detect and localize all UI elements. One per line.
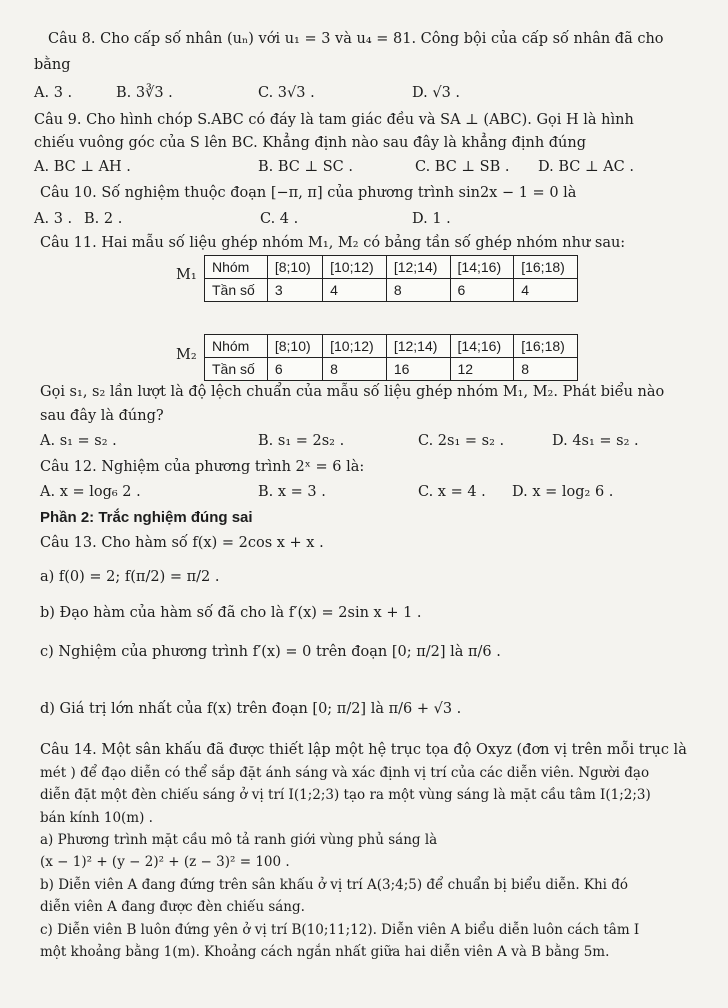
table1-header-cell: [12;14) <box>386 256 450 279</box>
table1-header-cell: Nhóm <box>205 256 268 279</box>
q14-stem-line4: bán kính 10(m) . <box>40 810 153 826</box>
q11-option-b: B. s₁ = 2s₂ . <box>258 433 345 449</box>
q9-option-c: C. BC ⊥ SB . <box>415 159 510 175</box>
q14-statement-c-line2: một khoảng bằng 1(m). Khoảng cách ngắn nhất giữa hai diễn viên A và B bằng 5m. <box>40 944 610 960</box>
table2-label: M₂ <box>176 347 197 363</box>
table1-header-cell: [10;12) <box>323 256 387 279</box>
q13-statement-b: b) Đạo hàm của hàm số đã cho là f′(x) = 2sin x + 1 . <box>40 605 422 621</box>
q11-stem: Câu 11. Hai mẫu số liệu ghép nhóm M₁, M₂ có bảng tần số ghép nhóm như sau: <box>40 235 626 251</box>
q14-stem-line1: Câu 14. Một sân khấu đã được thiết lập một hệ trục tọa độ Oxyz (đơn vị trên mỗi trục là <box>40 742 687 758</box>
q14-statement-a-line2: (x − 1)² + (y − 2)² + (z − 3)² = 100 . <box>40 854 290 870</box>
table2-header-cell: [16;18) <box>514 335 578 358</box>
table2-cell: 8 <box>514 358 578 381</box>
table1-cell: 8 <box>386 279 450 302</box>
q14-stem-line2: mét ) để đạo diễn có thể sắp đặt ánh sáng và xác định vị trí của các diễn viên. Người đạo <box>40 765 650 781</box>
q12-option-d: D. x = log₂ 6 . <box>512 484 614 500</box>
q12-option-c: C. x = 4 . <box>418 484 486 500</box>
table1-header-cell: [16;18) <box>514 256 578 279</box>
table2-frequency-row <box>205 358 578 381</box>
q9-option-a: A. BC ⊥ AH . <box>34 159 131 175</box>
table2-header-cell: Nhóm <box>205 335 268 358</box>
table1-header-row <box>205 256 578 279</box>
table1-cell: 4 <box>323 279 387 302</box>
q10-option-c: C. 4 . <box>260 211 299 227</box>
table2-cell: 6 <box>267 358 322 381</box>
q9-option-b: B. BC ⊥ SC . <box>258 159 353 175</box>
table2-cell: 8 <box>323 358 387 381</box>
table1-cell: 4 <box>514 279 578 302</box>
q11-option-c: C. 2s₁ = s₂ . <box>418 433 505 449</box>
q11-question-line1: Gọi s₁, s₂ lần lượt là độ lệch chuẩn của mẫu số liệu ghép nhóm M₁, M₂. Phát biểu nào <box>40 384 665 400</box>
table2-header-cell: [10;12) <box>323 335 387 358</box>
q14-statement-b-line2: diễn viên A đang được đèn chiếu sáng. <box>40 899 305 915</box>
part2-heading: Phần 2: Trắc nghiệm đúng sai <box>40 509 253 526</box>
q10-stem: Câu 10. Số nghiệm thuộc đoạn [−π, π] của phương trình sin2x − 1 = 0 là <box>40 185 577 201</box>
q14-statement-c-line1: c) Diễn viên B luôn đứng yên ở vị trí B(10;11;12). Diễn viên A biểu diễn luôn cách tâm I <box>40 922 640 938</box>
table1-label: M₁ <box>176 267 197 283</box>
table1-cell: 6 <box>450 279 514 302</box>
q8-option-a: A. 3 . <box>34 85 73 101</box>
q10-option-d: D. 1 . <box>412 211 451 227</box>
q8-option-c: C. 3√3 . <box>258 85 315 101</box>
table1-cell: 3 <box>267 279 322 302</box>
q11-option-d: D. 4s₁ = s₂ . <box>552 433 639 449</box>
table2-cell: 12 <box>450 358 514 381</box>
q8-stem-line2: bằng <box>34 57 71 73</box>
q11-question-line2: sau đây là đúng? <box>40 408 164 424</box>
table2-cell: Tần số <box>205 358 268 381</box>
q14-stem-line3: diễn đặt một đèn chiếu sáng ở vị trí I(1;2;3) tạo ra một vùng sáng là mặt cầu tâm I(1;2;3) <box>40 787 651 803</box>
table2-header-cell: [12;14) <box>386 335 450 358</box>
table1-header-cell: [14;16) <box>450 256 514 279</box>
q9-option-d: D. BC ⊥ AC . <box>538 159 634 175</box>
frequency-table-m1 <box>204 255 578 302</box>
table2-header-row <box>205 335 578 358</box>
table2-header-cell: [14;16) <box>450 335 514 358</box>
q13-statement-a: a) f(0) = 2; f(π/2) = π/2 . <box>40 569 220 585</box>
q12-option-a: A. x = log₆ 2 . <box>40 484 141 500</box>
q13-statement-c: c) Nghiệm của phương trình f′(x) = 0 trên đoạn [0; π/2] là π/6 . <box>40 644 501 660</box>
table2-header-cell: [8;10) <box>267 335 322 358</box>
table2-cell: 16 <box>386 358 450 381</box>
q14-statement-b-line1: b) Diễn viên A đang đứng trên sân khấu ở vị trí A(3;4;5) để chuẩn bị biểu diễn. Khi đó <box>40 877 629 893</box>
q14-statement-a-line1: a) Phương trình mặt cầu mô tả ranh giới vùng phủ sáng là <box>40 832 438 848</box>
q12-option-b: B. x = 3 . <box>258 484 326 500</box>
q8-option-b: B. 3∛3 . <box>116 85 173 101</box>
q8-stem-line1: Câu 8. Cho cấp số nhân (uₙ) với u₁ = 3 và u₄ = 81. Công bội của cấp số nhân đã cho <box>48 31 664 47</box>
q10-option-a: A. 3 . <box>34 211 73 227</box>
q10-option-b: B. 2 . <box>84 211 123 227</box>
q13-statement-d: d) Giá trị lớn nhất của f(x) trên đoạn [0; π/2] là π/6 + √3 . <box>40 701 462 717</box>
q11-option-a: A. s₁ = s₂ . <box>40 433 117 449</box>
table1-frequency-row <box>205 279 578 302</box>
q13-stem: Câu 13. Cho hàm số f(x) = 2cos x + x . <box>40 535 324 551</box>
q9-stem-line2: chiếu vuông góc của S lên BC. Khẳng định nào sau đây là khẳng định đúng <box>34 135 587 151</box>
frequency-table-m2 <box>204 334 578 381</box>
q8-option-d: D. √3 . <box>412 85 461 101</box>
q9-stem-line1: Câu 9. Cho hình chóp S.ABC có đáy là tam giác đều và SA ⊥ (ABC). Gọi H là hình <box>34 112 634 128</box>
table1-cell: Tần số <box>205 279 268 302</box>
table1-header-cell: [8;10) <box>267 256 322 279</box>
q12-stem: Câu 12. Nghiệm của phương trình 2ˣ = 6 là: <box>40 459 365 475</box>
